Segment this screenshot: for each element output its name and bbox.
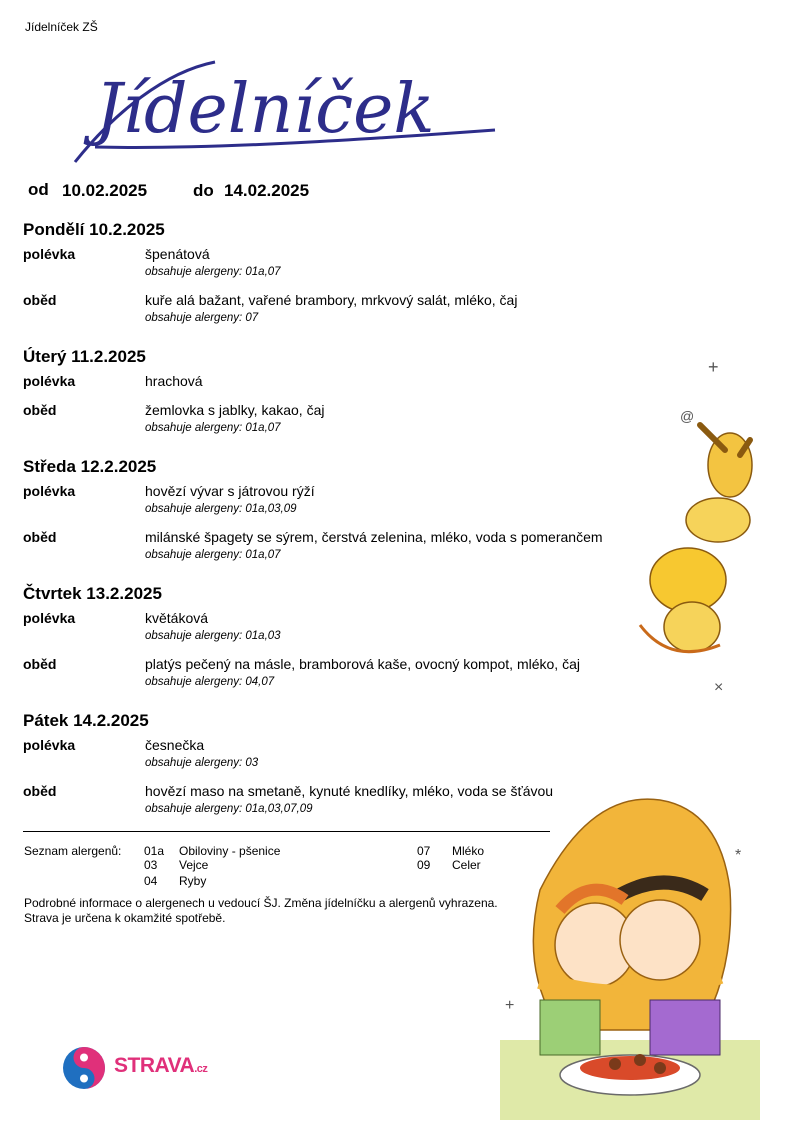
- meal-type: oběd: [23, 783, 57, 799]
- meal-type: oběd: [23, 402, 57, 418]
- allergen-heading: Seznam alergenů:: [24, 844, 122, 858]
- cupid-illustration: [630, 345, 760, 705]
- strava-logo-text: STRAVA.cz: [114, 1054, 208, 1077]
- meal-text: špenátová: [145, 246, 210, 262]
- allergen-code: 04: [144, 874, 158, 888]
- meal-type: oběd: [23, 292, 57, 308]
- meal-text: hrachová: [145, 373, 203, 389]
- school-name: Jídelníček ZŠ: [25, 20, 98, 34]
- swirl-icon: @: [680, 408, 695, 424]
- from-label: od: [28, 180, 49, 199]
- allergen-code: 03: [144, 858, 158, 872]
- meal-allergens: obsahuje alergeny: 04,07: [145, 676, 275, 688]
- meal-type: polévka: [23, 737, 76, 753]
- strava-logo-icon: [60, 1042, 108, 1094]
- meal-allergens: obsahuje alergeny: 01a,03,09: [145, 503, 297, 515]
- allergen-name: Ryby: [179, 874, 207, 888]
- meal-text: hovězí maso na smetaně, kynuté knedlíky, mléko, voda se šťávou: [145, 783, 554, 799]
- meal-allergens: obsahuje alergeny: 01a,07: [145, 266, 281, 278]
- footer-line: Strava je určena k okamžité spotřebě.: [24, 911, 226, 925]
- meal-allergens: obsahuje alergeny: 01a,07: [145, 422, 281, 434]
- sparkle-icon: +: [505, 997, 515, 1014]
- to-date: 14.02.2025: [224, 181, 310, 200]
- sparkle-icon: +: [708, 357, 719, 377]
- day-title: Úterý 11.2.2025: [23, 347, 146, 366]
- day-monday: [23, 220, 683, 338]
- footer-line: Podrobné informace o alergenech u vedoucí ŠJ. Změna jídelníčku a alergenů vyhrazena.: [24, 896, 498, 910]
- meal-type: oběd: [23, 529, 57, 545]
- meal-text: platýs pečený na másle, bramborová kaše, ovocný kompot, mléko, čaj: [145, 656, 580, 672]
- footer-note: [24, 896, 498, 926]
- from-date: 10.02.2025: [62, 181, 148, 200]
- meal-text: milánské špagety se sýrem, čerstvá zelenina, mléko, voda s pomerančem: [145, 529, 603, 545]
- allergen-code: 01a: [144, 844, 165, 858]
- meal-allergens: obsahuje alergeny: 01a,03: [145, 630, 281, 642]
- day-title: Čtvrtek 13.2.2025: [23, 584, 162, 603]
- meal-allergens: obsahuje alergeny: 07: [145, 312, 259, 324]
- allergen-name: Vejce: [179, 858, 209, 872]
- meal-text: česnečka: [145, 737, 205, 753]
- day-tuesday: [23, 347, 683, 448]
- meal-lunch: [23, 292, 683, 338]
- sparkle-icon: ×: [714, 679, 724, 696]
- allergen-name: Celer: [452, 858, 481, 872]
- meal-type: polévka: [23, 610, 76, 626]
- children-spaghetti-illustration: [500, 770, 760, 1120]
- sparkle-icon: *: [735, 847, 742, 864]
- meal-text: žemlovka s jablky, kakao, čaj: [145, 402, 325, 418]
- meal-type: oběd: [23, 656, 57, 672]
- day-title: Pátek 14.2.2025: [23, 711, 149, 730]
- meal-text: kuře alá bažant, vařené brambory, mrkvový salát, mléko, čaj: [145, 292, 518, 308]
- meal-type: polévka: [23, 483, 76, 499]
- menu-title-script: [55, 52, 500, 182]
- allergen-name: Obiloviny - pšenice: [179, 844, 281, 858]
- meal-text: květáková: [145, 610, 209, 626]
- meal-soup: [23, 373, 683, 402]
- menu-title: Jídelníček: [95, 70, 435, 149]
- meal-allergens: obsahuje alergeny: 03: [145, 757, 259, 769]
- day-wednesday: [23, 457, 683, 575]
- meal-allergens: obsahuje alergeny: 01a,07: [145, 549, 281, 561]
- meal-soup: [23, 246, 683, 292]
- allergen-code: 09: [417, 858, 431, 872]
- strava-logo: [60, 1042, 208, 1094]
- meal-allergens: obsahuje alergeny: 01a,03,07,09: [145, 803, 313, 815]
- meal-lunch: [23, 402, 683, 448]
- meal-type: polévka: [23, 246, 76, 262]
- day-thursday: [23, 584, 683, 702]
- to-label: do: [193, 181, 214, 200]
- meal-soup: [23, 610, 683, 656]
- meal-soup: [23, 483, 683, 529]
- allergen-name: Mléko: [452, 844, 485, 858]
- meal-lunch: [23, 656, 683, 702]
- meal-lunch: [23, 529, 683, 575]
- day-title: Pondělí 10.2.2025: [23, 220, 165, 239]
- divider: [23, 831, 550, 832]
- day-title: Středa 12.2.2025: [23, 457, 157, 476]
- meal-type: polévka: [23, 373, 76, 389]
- meal-text: hovězí vývar s játrovou rýží: [145, 483, 315, 499]
- allergen-code: 07: [417, 844, 431, 858]
